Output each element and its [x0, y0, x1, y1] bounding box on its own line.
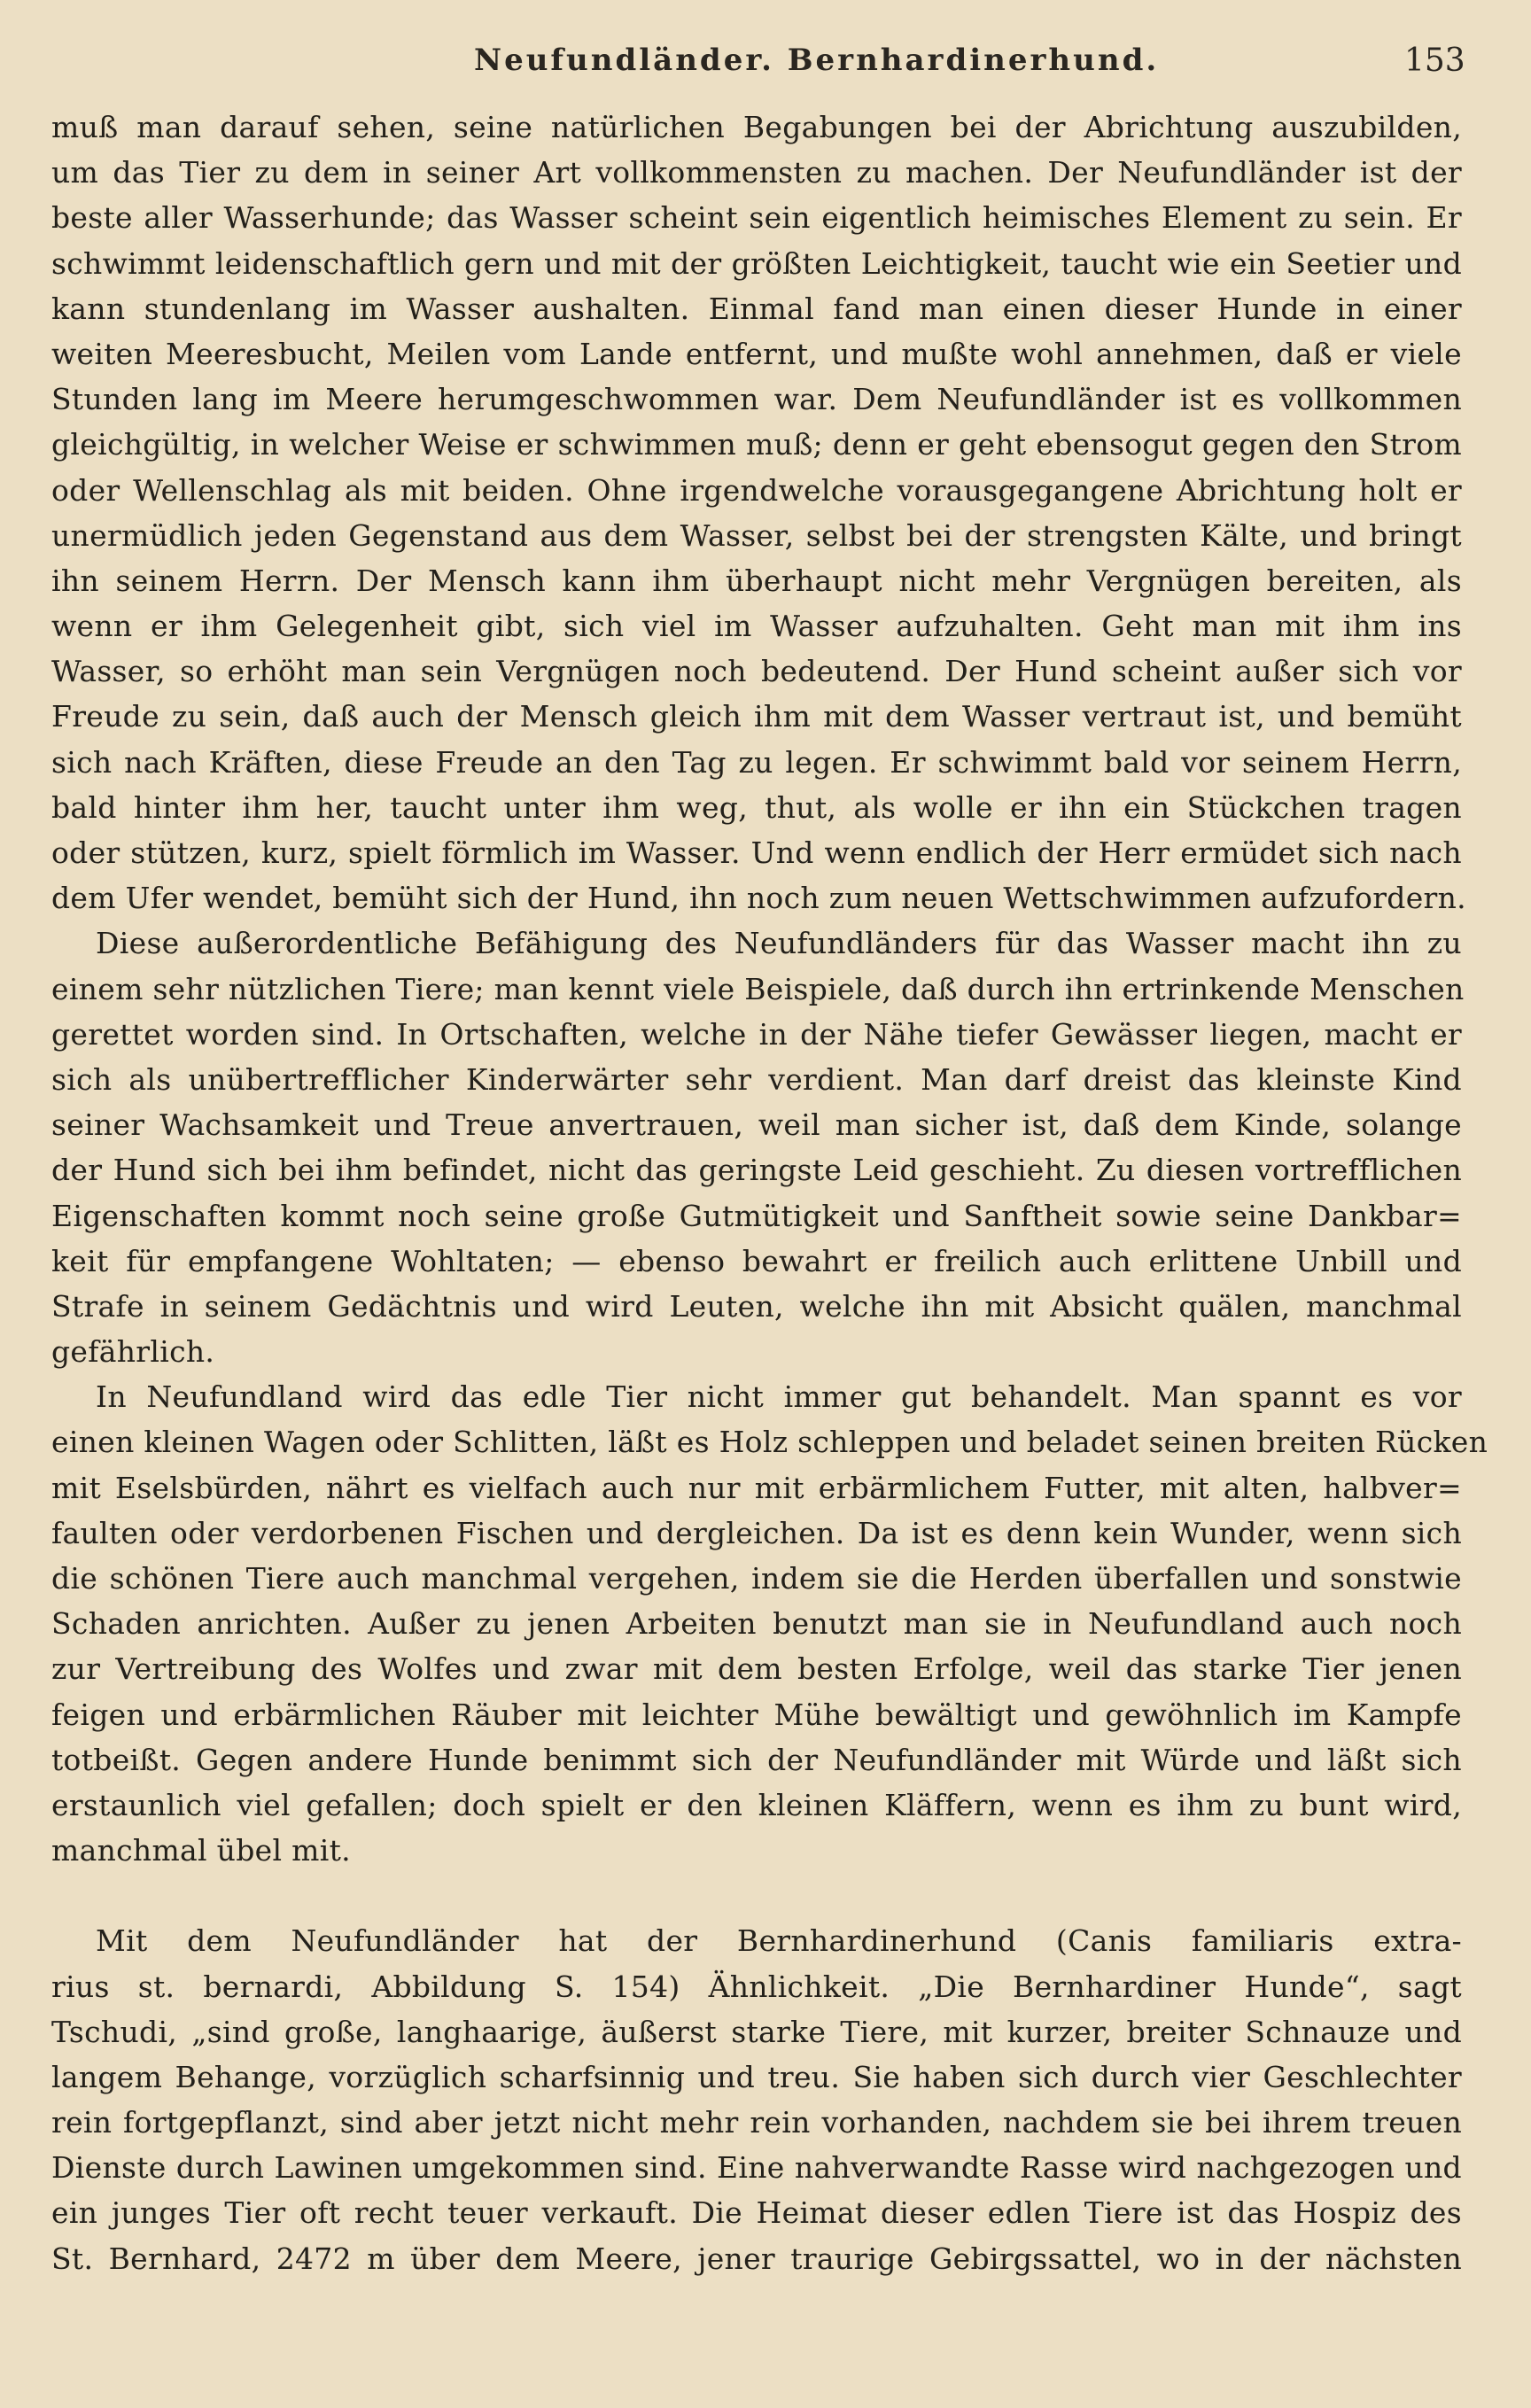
text-line: Stunden lang im Meere herumgeschwommen war. Dem Neufundländer ist es vollkommen	[51, 382, 1462, 417]
text-line: der Hund sich bei ihm befindet, nicht das geringste Leid geschieht. Zu diesen vortrefflichen	[51, 1153, 1462, 1188]
page-number: 153	[1404, 43, 1465, 79]
text-line: Eigenschaften kommt noch seine große Gutmütigkeit und Sanftheit sowie seine Dankbar=	[51, 1198, 1462, 1233]
text-line: mit Eselsbürden, nährt es vielfach auch nur mit erbärmlichem Futter, mit alten, halbver=	[51, 1470, 1462, 1505]
text-line: sich als unübertrefflicher Kinderwärter sehr verdient. Man darf dreist das kleinste Kind	[51, 1061, 1462, 1097]
text-line: die schönen Tiere auch manchmal vergehen, indem sie die Herden überfallen und sonstwie	[51, 1561, 1462, 1596]
text-line: schwimmt leidenschaftlich gern und mit der größten Leichtigkeit, taucht wie ein Seetier und	[51, 245, 1462, 281]
running-head	[0, 34, 1531, 87]
text-line: Tschudi, „sind große, langhaarige, äußerst starke Tiere, mit kurzer, breiter Schnauze und	[51, 2014, 1462, 2049]
text-line: gerettet worden sind. In Ortschaften, welche in der Nähe tiefer Gewässer liegen, macht er	[51, 1016, 1462, 1052]
text-line: Schaden anrichten. Außer zu jenen Arbeiten benutzt man sie in Neufundland auch noch	[51, 1606, 1462, 1642]
text-line: Freude zu sein, daß auch der Mensch gleich ihm mit dem Wasser vertraut ist, und bemüht	[51, 699, 1462, 734]
text-line: rius st. bernardi, Abbildung S. 154) Ähnlichkeit. „Die Bernhardiner Hunde“, sagt	[51, 1969, 1462, 2004]
text-line: St. Bernhard, 2472 m über dem Meere, jener traurige Gebirgssattel, wo in der nächsten	[51, 2241, 1462, 2276]
text-line: erstaunlich viel gefallen; doch spielt er den kleinen Kläffern, wenn es ihm zu bunt wird,	[51, 1787, 1462, 1822]
text-line: weiten Meeresbucht, Meilen vom Lande entfernt, und mußte wohl annehmen, daß er viele	[51, 336, 1462, 371]
text-line: totbeißt. Gegen andere Hunde benimmt sich der Neufundländer mit Würde und läßt sich	[51, 1742, 1462, 1777]
text-line: Dienste durch Lawinen umgekommen sind. Eine nahverwandte Rasse wird nachgezogen und	[51, 2150, 1462, 2186]
text-line: ihn seinem Herrn. Der Mensch kann ihm überhaupt nicht mehr Vergnügen bereiten, als	[51, 563, 1462, 598]
running-title: Neufundländer. Bernhardinerhund.	[474, 43, 1160, 78]
text-line: bald hinter ihm her, taucht unter ihm weg, thut, als wolle er ihn ein Stückchen tragen	[51, 789, 1462, 825]
text-line: unermüdlich jeden Gegenstand aus dem Wasser, selbst bei der strengsten Kälte, und bringt	[51, 517, 1462, 553]
text-line: seiner Wachsamkeit und Treue anvertrauen, weil man sicher ist, daß dem Kinde, solange	[51, 1107, 1462, 1143]
text-line: Mit dem Neufundländer hat der Bernhardinerhund (Canis familiaris extra-	[96, 1923, 1462, 1959]
text-line: einen kleinen Wagen oder Schlitten, läßt es Holz schleppen und beladet seinen breiten Rücken	[51, 1425, 1488, 1460]
text-line: wenn er ihm Gelegenheit gibt, sich viel im Wasser aufzuhalten. Geht man mit ihm ins	[51, 609, 1462, 644]
text-line: feigen und erbärmlichen Räuber mit leichter Mühe bewältigt und gewöhnlich im Kampfe	[51, 1697, 1462, 1732]
text-line: In Neufundland wird das edle Tier nicht immer gut behandelt. Man spannt es vor	[96, 1379, 1462, 1415]
text-line: Strafe in seinem Gedächtnis und wird Leuten, welche ihn mit Absicht quälen, manchmal	[51, 1288, 1462, 1324]
text-line: faulten oder verdorbenen Fischen und dergleichen. Da ist es denn kein Wunder, wenn sich	[51, 1515, 1462, 1550]
text-line: gleichgültig, in welcher Weise er schwimmen muß; denn er geht ebensogut gegen den Strom	[51, 427, 1462, 462]
text-line: oder Wellenschlag als mit beiden. Ohne irgendwelche vorausgegangene Abrichtung holt er	[51, 472, 1462, 508]
text-line: ein junges Tier oft recht teuer verkauft. Die Heimat dieser edlen Tiere ist das Hospiz des	[51, 2195, 1462, 2231]
text-line: Diese außerordentliche Befähigung des Neufundländers für das Wasser macht ihn zu	[96, 926, 1462, 961]
body-text	[51, 105, 1488, 2281]
text-line: muß man darauf sehen, seine natürlichen Begabungen bei der Abrichtung auszubilden,	[51, 110, 1462, 144]
text-line: zur Vertreibung des Wolfes und zwar mit dem besten Erfolge, weil das starke Tier jenen	[51, 1651, 1462, 1687]
text-line: keit für empfangene Wohltaten; — ebenso bewahrt er freilich auch erlittene Unbill und	[51, 1243, 1462, 1278]
text-line: einem sehr nützlichen Tiere; man kennt viele Beispiele, daß durch ihn ertrinkende Menschen	[51, 971, 1465, 1006]
text-line: manchmal übel mit.	[51, 1833, 351, 1868]
text-line: sich nach Kräften, diese Freude an den Tag zu legen. Er schwimmt bald vor seinem Herrn,	[51, 744, 1462, 780]
text-line: um das Tier zu dem in seiner Art vollkommensten zu machen. Der Neufundländer ist der	[51, 155, 1462, 190]
text-line: Wasser, so erhöht man sein Vergnügen noch bedeutend. Der Hund scheint außer sich vor	[51, 654, 1462, 689]
text-line: gefährlich.	[51, 1334, 215, 1370]
text-line: dem Ufer wendet, bemüht sich der Hund, ihn noch zum neuen Wettschwimmen aufzufordern.	[51, 881, 1466, 916]
section-gap	[51, 1873, 1462, 1918]
text-line: rein fortgepflanzt, sind aber jetzt nicht mehr rein vorhanden, nachdem sie bei ihrem treuen	[51, 2105, 1462, 2140]
text-line: kann stundenlang im Wasser aushalten. Einmal fand man einen dieser Hunde in einer	[51, 291, 1462, 326]
text-line: beste aller Wasserhunde; das Wasser scheint sein eigentlich heimisches Element zu sein. Er	[51, 200, 1462, 236]
text-line: langem Behange, vorzüglich scharfsinnig und treu. Sie haben sich durch vier Geschlechter	[51, 2059, 1462, 2094]
text-line: oder stützen, kurz, spielt förmlich im Wasser. Und wenn endlich der Herr ermüdet sich nach	[51, 835, 1462, 870]
